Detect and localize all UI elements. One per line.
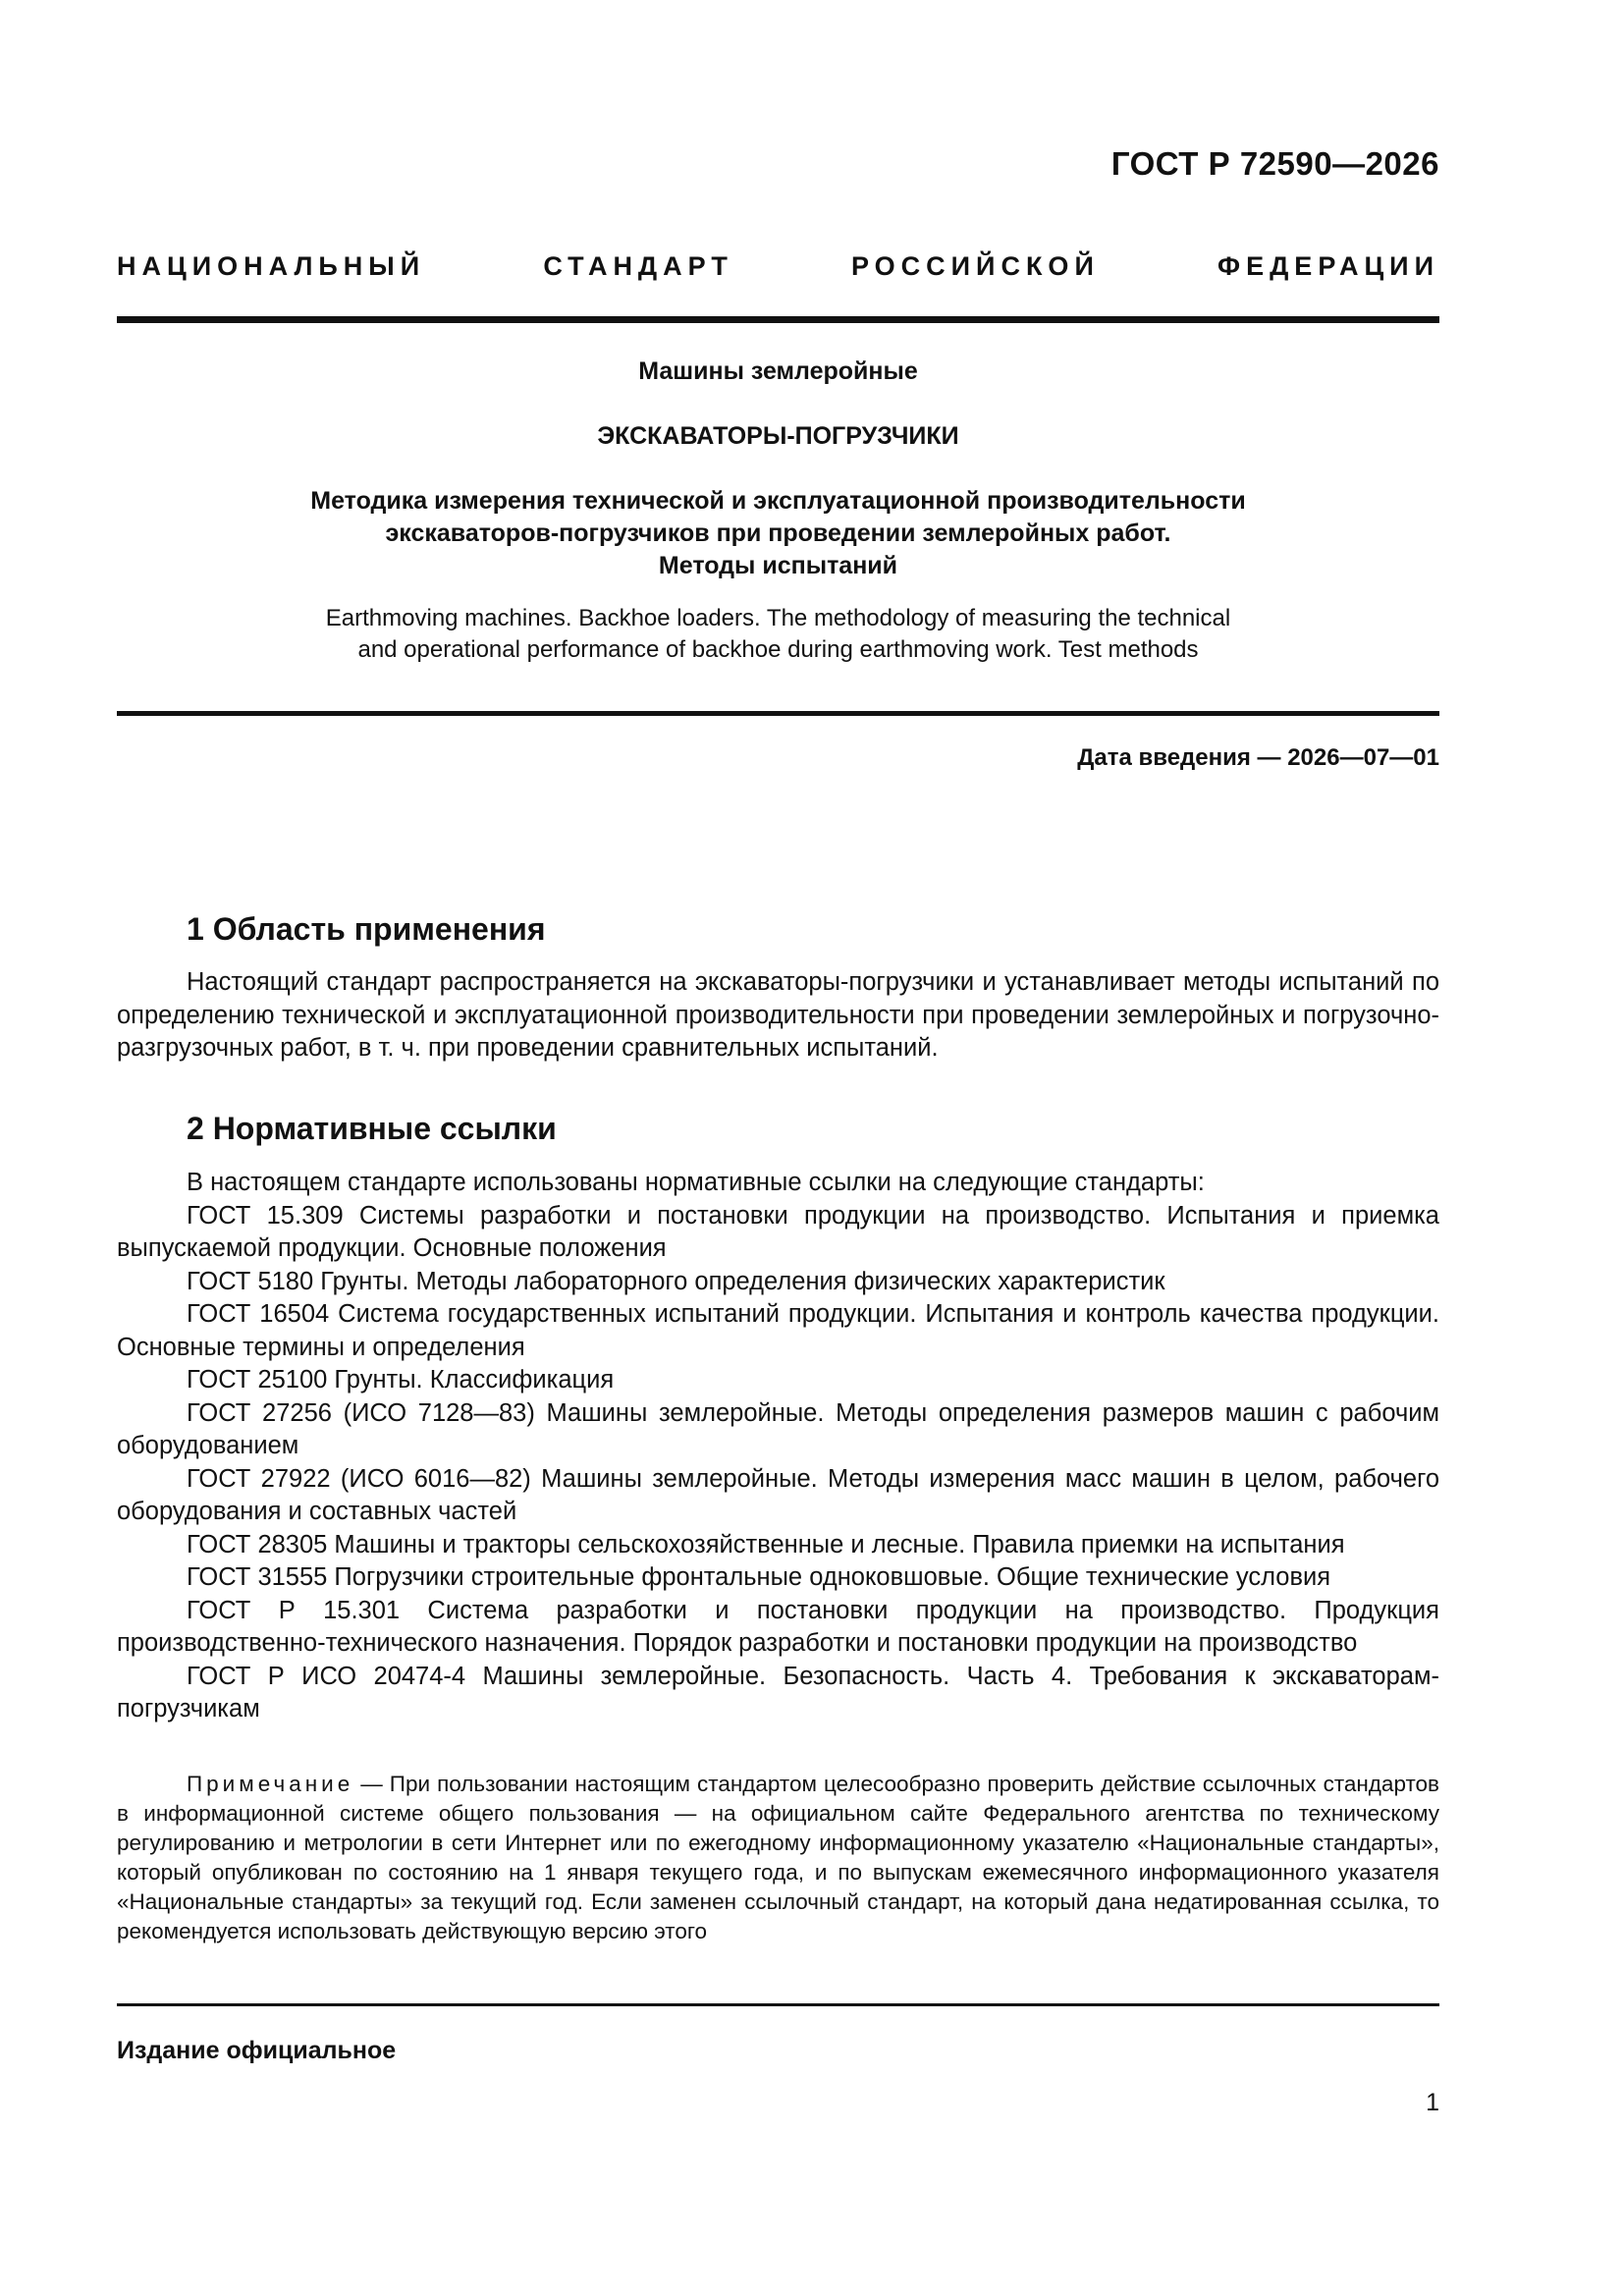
section-2-title: 2 Нормативные ссылки [187,1111,557,1146]
section-1-paragraph: Настоящий стандарт распространяется на экскаваторы-погрузчики и устанавливает методы испытаний по определению технической и эксплуатационной производительности при проведении землеройных и погрузочно-разгрузочных работ, в т. ч. при проведении сравнительных испытаний. [117,968,1439,1062]
title-line-2: ЭКСКАВАТОРЫ-ПОГРУЗЧИКИ [597,422,959,450]
english-title-b: and operational performance of backhoe during earthmoving work. Test methods [357,636,1199,663]
title-divider [117,711,1439,716]
header-divider [117,316,1439,323]
note-label: Примечание [187,1772,354,1796]
section-2-intro: В настоящем стандарте использованы нормативные ссылки на следующие стандарты: [187,1169,1205,1196]
note-block [117,1770,1439,1946]
official-edition-label: Издание официальное [117,2037,397,2064]
title-line-3c: Методы испытаний [658,552,898,579]
reference-item: ГОСТ 5180 Грунты. Методы лабораторного определения физических характеристик [187,1267,1165,1295]
reference-item: ГОСТ 27256 (ИСО 7128—83) Машины землеройные. Методы определения размеров машин с рабочим оборудованием [117,1398,1439,1459]
title-line-3b: экскаваторов-погрузчиков при проведении землеройных работ. [385,519,1171,547]
page-number: 1 [1426,2089,1439,2116]
section-2-body [117,1167,1439,1726]
reference-item: ГОСТ 31555 Погрузчики строительные фронтальные одноковшовые. Общие технические условия [187,1563,1331,1591]
reference-item: ГОСТ Р 15.301 Система разработки и постановки продукции на производство. Продукция производственно-технического назначения. Порядок разработки и постановки продукции на производство [117,1596,1439,1657]
title-line-3a: Методика измерения технической и эксплуатационной производительности [310,487,1246,515]
reference-item: ГОСТ 25100 Грунты. Классификация [187,1366,615,1394]
reference-item: ГОСТ Р ИСО 20474-4 Машины землеройные. Безопасность. Часть 4. Требования к экскаваторам-погрузчикам [117,1662,1439,1722]
note-text: — При пользовании настоящим стандартом целесообразно проверить действие ссылочных стандартов в информационной системе общего пользования — на официальном сайте Федерального агентства по техническому регулированию и метрологии в сети Интернет или по ежегодному информационному указателю «Национальные стандарты», который опубликован по состоянию на 1 января текущего года, и по выпускам ежемесячного информационного указателя «Национальные стандарты» за текущий год. Если заменен ссылочный стандарт, на который дана недатированная ссылка, то рекомендуется использовать действующую версию этого [117,1772,1439,1943]
note-paragraph [117,1770,1439,1946]
introduction-date: Дата введения — 2026—07—01 [1077,744,1439,771]
reference-item: ГОСТ 16504 Система государственных испытаний продукции. Испытания и контроль качества продукции. Основные термины и определения [117,1300,1439,1361]
section-1-title: 1 Область применения [187,911,546,947]
title-line-1: Машины землеройные [638,357,918,385]
reference-item: ГОСТ 28305 Машины и тракторы сельскохозяйственные и лесные. Правила приемки на испытания [187,1530,1345,1558]
national-standard-header: НАЦИОНАЛЬНЫЙ СТАНДАРТ РОССИЙСКОЙ ФЕДЕРАЦИИ [117,251,1439,281]
title-block [117,355,1439,666]
document-number: ГОСТ Р 72590—2026 [1110,145,1439,182]
reference-item: ГОСТ 15.309 Системы разработки и постановки продукции на производство. Испытания и приемка выпускаемой продукции. Основные положения [117,1201,1439,1262]
section-1-body [117,966,1439,1066]
footer-divider [117,2003,1439,2006]
english-title-a: Earthmoving machines. Backhoe loaders. The methodology of measuring the technical [325,605,1231,631]
reference-item: ГОСТ 27922 (ИСО 6016—82) Машины землеройные. Методы измерения масс машин в целом, рабочего оборудования и составных частей [117,1464,1439,1525]
